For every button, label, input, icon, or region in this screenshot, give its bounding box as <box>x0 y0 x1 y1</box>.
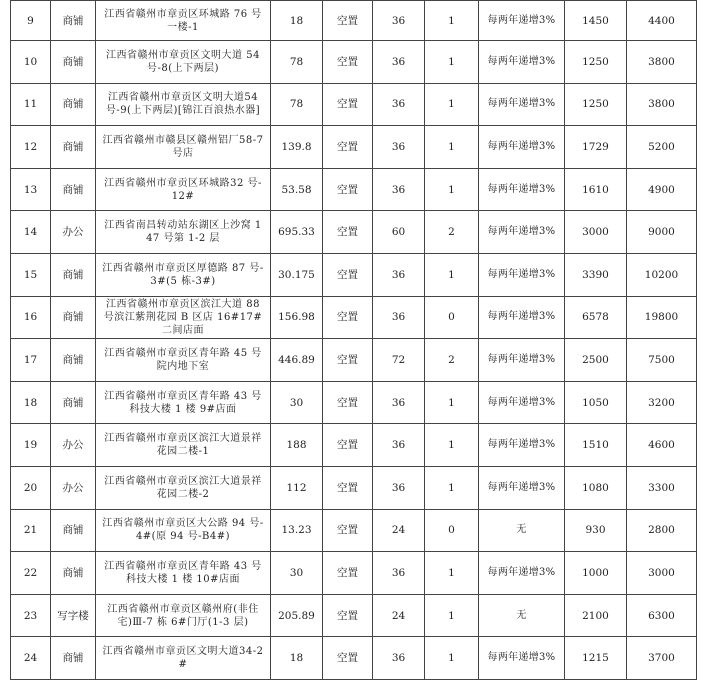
cell-status: 空置 <box>323 509 373 552</box>
table-row <box>11 83 697 126</box>
cell-index: 10 <box>11 41 51 84</box>
cell-status: 空置 <box>323 552 373 595</box>
cell-status: 空置 <box>323 83 373 126</box>
cell-rent: 1215 <box>565 637 627 680</box>
table-row <box>11 594 697 637</box>
cell-area: 139.8 <box>271 126 323 169</box>
cell-price: 3300 <box>627 466 697 509</box>
cell-status: 空置 <box>323 126 373 169</box>
cell-type: 商铺 <box>51 41 96 84</box>
cell-area: 30 <box>271 552 323 595</box>
cell-deposit: 1 <box>425 552 479 595</box>
cell-status: 空置 <box>323 211 373 254</box>
cell-term: 24 <box>373 594 425 637</box>
cell-area: 156.98 <box>271 296 323 339</box>
cell-increase: 每两年递增3% <box>479 296 565 339</box>
cell-rent: 1050 <box>565 381 627 424</box>
cell-term: 36 <box>373 637 425 680</box>
cell-index: 9 <box>11 1 51 41</box>
cell-area: 18 <box>271 637 323 680</box>
table-row <box>11 126 697 169</box>
cell-status: 空置 <box>323 41 373 84</box>
cell-index: 17 <box>11 339 51 382</box>
cell-type: 商铺 <box>51 509 96 552</box>
table-row <box>11 168 697 211</box>
cell-price: 5200 <box>627 126 697 169</box>
cell-address: 江西省赣州市章贡区滨江大道景祥花园二楼-1 <box>96 424 271 467</box>
cell-status: 空置 <box>323 466 373 509</box>
cell-index: 21 <box>11 509 51 552</box>
cell-price: 7500 <box>627 339 697 382</box>
cell-area: 30 <box>271 381 323 424</box>
cell-type: 办公 <box>51 424 96 467</box>
cell-increase: 无 <box>479 594 565 637</box>
cell-price: 4600 <box>627 424 697 467</box>
table-row <box>11 253 697 296</box>
cell-deposit: 1 <box>425 424 479 467</box>
cell-status: 空置 <box>323 253 373 296</box>
cell-index: 24 <box>11 637 51 680</box>
cell-type: 商铺 <box>51 637 96 680</box>
cell-term: 36 <box>373 253 425 296</box>
cell-deposit: 1 <box>425 41 479 84</box>
cell-increase: 无 <box>479 509 565 552</box>
cell-area: 18 <box>271 1 323 41</box>
table-row <box>11 424 697 467</box>
cell-price: 2800 <box>627 509 697 552</box>
cell-area: 112 <box>271 466 323 509</box>
cell-rent: 1729 <box>565 126 627 169</box>
cell-index: 12 <box>11 126 51 169</box>
cell-term: 36 <box>373 41 425 84</box>
cell-deposit: 0 <box>425 296 479 339</box>
cell-type: 商铺 <box>51 296 96 339</box>
cell-rent: 1510 <box>565 424 627 467</box>
cell-area: 446.89 <box>271 339 323 382</box>
cell-price: 10200 <box>627 253 697 296</box>
cell-address: 江西省赣州市章贡区环城路32 号-12# <box>96 168 271 211</box>
cell-area: 30.175 <box>271 253 323 296</box>
cell-increase: 每两年递增3% <box>479 126 565 169</box>
cell-status: 空置 <box>323 168 373 211</box>
cell-type: 写字楼 <box>51 594 96 637</box>
cell-status: 空置 <box>323 296 373 339</box>
cell-status: 空置 <box>323 637 373 680</box>
cell-address: 江西省赣州市章贡区青年路 43 号科技大楼 1 楼 9#店面 <box>96 381 271 424</box>
cell-index: 20 <box>11 466 51 509</box>
cell-area: 78 <box>271 83 323 126</box>
cell-deposit: 2 <box>425 211 479 254</box>
cell-term: 36 <box>373 126 425 169</box>
cell-type: 商铺 <box>51 339 96 382</box>
table-row <box>11 1 697 41</box>
cell-rent: 1610 <box>565 168 627 211</box>
cell-rent: 1080 <box>565 466 627 509</box>
cell-term: 36 <box>373 424 425 467</box>
cell-status: 空置 <box>323 1 373 41</box>
cell-increase: 每两年递增3% <box>479 637 565 680</box>
table-row <box>11 296 697 339</box>
cell-type: 办公 <box>51 466 96 509</box>
cell-term: 36 <box>373 1 425 41</box>
cell-type: 商铺 <box>51 253 96 296</box>
cell-rent: 1250 <box>565 41 627 84</box>
cell-area: 695.33 <box>271 211 323 254</box>
table-row <box>11 339 697 382</box>
cell-area: 205.89 <box>271 594 323 637</box>
cell-index: 14 <box>11 211 51 254</box>
cell-status: 空置 <box>323 594 373 637</box>
cell-address: 江西省赣州市章贡区滨江大道 88号滨江紫荆花园 B 区店 16#17#二间店面 <box>96 296 271 339</box>
cell-price: 9000 <box>627 211 697 254</box>
cell-index: 19 <box>11 424 51 467</box>
cell-increase: 每两年递增3% <box>479 466 565 509</box>
cell-rent: 3000 <box>565 211 627 254</box>
cell-increase: 每两年递增3% <box>479 381 565 424</box>
cell-address: 江西省赣州市章贡区厚德路 87 号-3#(5 栋-3#) <box>96 253 271 296</box>
cell-deposit: 1 <box>425 381 479 424</box>
cell-price: 6300 <box>627 594 697 637</box>
cell-deposit: 1 <box>425 83 479 126</box>
cell-deposit: 1 <box>425 637 479 680</box>
cell-status: 空置 <box>323 381 373 424</box>
cell-deposit: 1 <box>425 126 479 169</box>
cell-deposit: 1 <box>425 253 479 296</box>
cell-rent: 930 <box>565 509 627 552</box>
cell-type: 商铺 <box>51 168 96 211</box>
cell-increase: 每两年递增3% <box>479 253 565 296</box>
cell-address: 江西省赣州市章贡区环城路 76 号一楼-1 <box>96 1 271 41</box>
cell-term: 36 <box>373 466 425 509</box>
cell-price: 4900 <box>627 168 697 211</box>
cell-increase: 每两年递增3% <box>479 1 565 41</box>
cell-status: 空置 <box>323 339 373 382</box>
cell-deposit: 1 <box>425 1 479 41</box>
cell-increase: 每两年递增3% <box>479 211 565 254</box>
cell-type: 商铺 <box>51 381 96 424</box>
cell-address: 江西省赣州市章贡区青年路 45 号院内地下室 <box>96 339 271 382</box>
cell-rent: 1450 <box>565 1 627 41</box>
cell-index: 18 <box>11 381 51 424</box>
cell-address: 江西省赣州市章贡区滨江大道景祥花园二楼-2 <box>96 466 271 509</box>
table-body <box>11 1 697 680</box>
cell-type: 商铺 <box>51 126 96 169</box>
cell-deposit: 1 <box>425 168 479 211</box>
table-row <box>11 41 697 84</box>
cell-type: 办公 <box>51 211 96 254</box>
cell-address: 江西省赣州市章贡区赣州府(非住宅)Ⅲ-7 栋 6#门厅(1-3 层) <box>96 594 271 637</box>
cell-price: 3800 <box>627 41 697 84</box>
cell-term: 36 <box>373 83 425 126</box>
table-row <box>11 211 697 254</box>
cell-index: 22 <box>11 552 51 595</box>
cell-price: 3700 <box>627 637 697 680</box>
cell-increase: 每两年递增3% <box>479 552 565 595</box>
cell-increase: 每两年递增3% <box>479 41 565 84</box>
property-listing-table <box>10 0 697 680</box>
cell-term: 36 <box>373 381 425 424</box>
cell-area: 53.58 <box>271 168 323 211</box>
cell-area: 13.23 <box>271 509 323 552</box>
cell-address: 江西省赣州市赣县区赣州铝厂58-7 号店 <box>96 126 271 169</box>
table-row <box>11 466 697 509</box>
cell-term: 60 <box>373 211 425 254</box>
cell-rent: 1000 <box>565 552 627 595</box>
cell-increase: 每两年递增3% <box>479 424 565 467</box>
cell-term: 36 <box>373 168 425 211</box>
cell-status: 空置 <box>323 424 373 467</box>
cell-index: 15 <box>11 253 51 296</box>
cell-index: 23 <box>11 594 51 637</box>
cell-rent: 1250 <box>565 83 627 126</box>
cell-address: 江西省南昌转动站东湖区上沙窝 147 号第 1-2 层 <box>96 211 271 254</box>
cell-type: 商铺 <box>51 1 96 41</box>
cell-rent: 6578 <box>565 296 627 339</box>
cell-price: 3000 <box>627 552 697 595</box>
cell-rent: 3390 <box>565 253 627 296</box>
cell-increase: 每两年递增3% <box>479 339 565 382</box>
cell-deposit: 1 <box>425 594 479 637</box>
cell-type: 商铺 <box>51 552 96 595</box>
cell-term: 36 <box>373 552 425 595</box>
cell-area: 188 <box>271 424 323 467</box>
cell-price: 4400 <box>627 1 697 41</box>
table-row <box>11 509 697 552</box>
cell-term: 24 <box>373 509 425 552</box>
cell-address: 江西省赣州市章贡区大公路 94 号-4#(原 94 号-B4#) <box>96 509 271 552</box>
cell-increase: 每两年递增3% <box>479 168 565 211</box>
cell-address: 江西省赣州市章贡区文明大道54号-9(上下两层)[锦江百浪热水器] <box>96 83 271 126</box>
table-row <box>11 381 697 424</box>
cell-type: 商铺 <box>51 83 96 126</box>
cell-index: 13 <box>11 168 51 211</box>
cell-address: 江西省赣州市章贡区文明大道34-2# <box>96 637 271 680</box>
cell-rent: 2100 <box>565 594 627 637</box>
cell-deposit: 1 <box>425 466 479 509</box>
cell-deposit: 0 <box>425 509 479 552</box>
cell-price: 3800 <box>627 83 697 126</box>
table-row <box>11 552 697 595</box>
cell-deposit: 2 <box>425 339 479 382</box>
cell-price: 19800 <box>627 296 697 339</box>
table-row <box>11 637 697 680</box>
cell-term: 72 <box>373 339 425 382</box>
cell-index: 11 <box>11 83 51 126</box>
cell-increase: 每两年递增3% <box>479 83 565 126</box>
cell-area: 78 <box>271 41 323 84</box>
cell-rent: 2500 <box>565 339 627 382</box>
cell-price: 3200 <box>627 381 697 424</box>
cell-address: 江西省赣州市章贡区青年路 43 号科技大楼 1 楼 10#店面 <box>96 552 271 595</box>
cell-term: 36 <box>373 296 425 339</box>
cell-index: 16 <box>11 296 51 339</box>
cell-address: 江西省赣州市章贡区文明大道 54号-8(上下两层) <box>96 41 271 84</box>
